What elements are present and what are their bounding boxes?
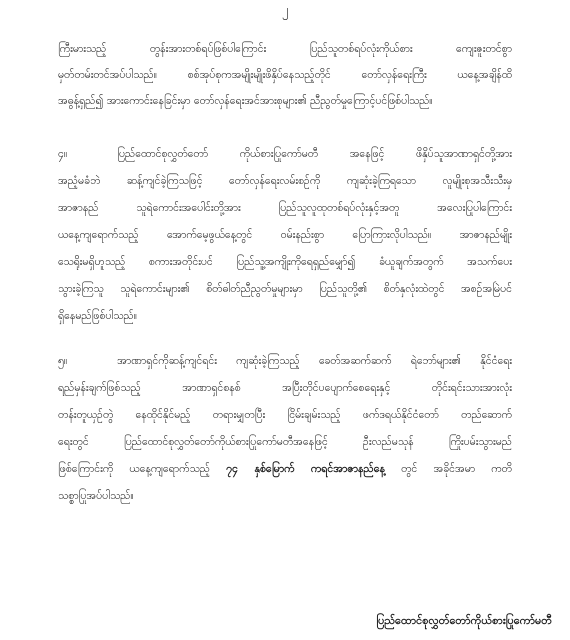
paragraph-continuation bbox=[58, 36, 512, 114]
text-line: သေရိုးမရှိဟူသည့် စကားအတိုင်းပင် ပြည်သူ့အကျိုးကိုရေရှည်မျှော်၍ ခံယူချက်အတွက် အသက်ပေး bbox=[58, 256, 512, 268]
text-line: သွားခဲ့ကြသူ သူရဲကောင်းများ၏ စိတ်ဓါတ်ညီညွတ်မှုများမှာ ပြည်သူတို့၏ စိတ်နှလုံးထဲတွင် အစဉ်အမြဲပင် bbox=[58, 283, 512, 295]
text-line: မှတ်တမ်းတင်အပ်ပါသည်။ စစ်အုပ်စုကအမျိုးမျိုးဖိနှိပ်နေသည့်တိုင် တော်လှန်ရေးကြီး ယနေ့အချိန်ထိ bbox=[58, 69, 512, 81]
text-line: ရှိနေမည်ဖြစ်ပါသည်။ bbox=[58, 310, 137, 322]
text-line: အာဇာနည် သူရဲကောင်းအပေါင်းတို့အား ပြည်သူလူထုတစ်ရပ်လုံးနှင့်အတူ အလေးပြုပါကြောင်း bbox=[58, 202, 512, 214]
paragraph-5 bbox=[58, 348, 512, 510]
text-line: အဓွန့်ရှည်၍ အားကောင်းနေခြင်းမှာ တော်လှန်ရေးအင်အားစုများ၏ ညီညွတ်မှုကြောင့်ပင်ဖြစ်ပါသည်။ bbox=[58, 95, 433, 107]
paragraph-number: ၅။ bbox=[58, 355, 68, 367]
text-line: ရေးတွင် ပြည်ထောင်စုလွှတ်တော်ကိုယ်စားပြုကော်မတီအနေဖြင့် ဦးလည်မသုန် ကြိုးပမ်းသွားမည် bbox=[58, 436, 512, 448]
paragraph-number: ၄။ bbox=[58, 148, 68, 160]
text-line: ယနေ့ကျရောက်သည့် အောက်မေ့ဖွယ်နေ့တွင် ဝမ်းနည်းစွာ ပြောကြားလိုပါသည်။ အာဇာနည်မျိုး bbox=[58, 229, 512, 241]
text-line: တန်းတူယှဉ်တွဲ နေထိုင်နိုင်မည့် တရားမျှတပြီး ငြိမ်းချမ်းသည့် ဖက်ဒရယ်နိုင်ငံတော် တည်ဆောက် bbox=[58, 409, 512, 421]
text-line bbox=[58, 348, 512, 375]
signature-issuer: ပြည်ထောင်စုလွှတ်တော်ကိုယ်စားပြုကော်မတီ bbox=[376, 614, 552, 627]
text-line-content: အာဏာရှင်ကိုဆန့်ကျင်ရင်း ကျဆုံးခဲ့ကြသည့် ခေတ်အဆက်ဆက် ရဲဘော်များ၏ နိုင်ငံရေး bbox=[117, 355, 512, 367]
page-number: ၂ bbox=[281, 3, 289, 18]
paragraph-4 bbox=[58, 141, 512, 330]
text-line: ရည်မှန်းချက်ဖြစ်သည့် အာဏာရှင်စနစ် အပြီးတိုင်ပပျောက်စေရေးနှင့် တိုင်းရင်းသားအားလုံး bbox=[58, 382, 512, 394]
text-line-content: ပြည်ထောင်စုလွှတ်တော် ကိုယ်စားပြုကော်မတီ အနေဖြင့် ဖိနှိပ်သူအာဏာရှင်တို့အား bbox=[117, 148, 512, 160]
text-line: ကြီးမားသည့် တွန်းအားတစ်ရပ်ဖြစ်ပါကြောင်း ပြည်သူတစ်ရပ်လုံးကိုယ်စား ကျေးဇူးတင်စွာ bbox=[58, 43, 512, 55]
text-line-with-emphasis: ဖြစ်ကြောင်းကို ယနေ့ကျရောက်သည့် ၇၄ နှစ်မြောက် ကရင်အာဇာနည်နေ့ တွင် အခိုင်အမာ ကတိ bbox=[58, 463, 512, 475]
emphasis-phrase: ၇၄ နှစ်မြောက် ကရင်အာဇာနည်နေ့ bbox=[226, 463, 385, 475]
text-line: သစ္စာပြုအပ်ပါသည်။ bbox=[58, 490, 134, 502]
text-line: အညံ့မခံဘဲ ဆန့်ကျင်ခဲ့ကြသဖြင့် တော်လှန်ရေးလမ်းစဉ်ကို ကျဆုံးခဲ့ကြရသော လူမျိုးစုအသီးသီးမှ bbox=[58, 175, 512, 187]
text-line bbox=[58, 141, 512, 168]
